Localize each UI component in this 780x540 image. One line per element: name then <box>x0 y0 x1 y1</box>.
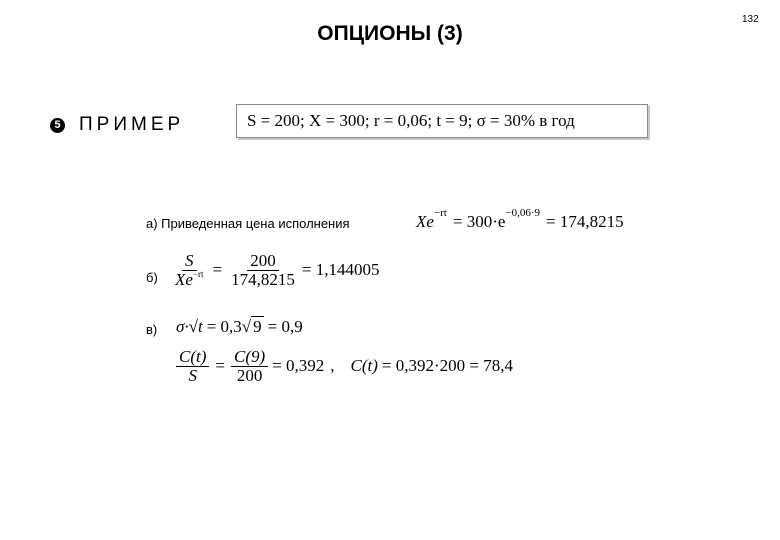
formula-d-lhs2: C(t) <box>350 356 378 376</box>
formula-c-mid: = 0,3 <box>206 316 242 336</box>
formula-d-rhs2: = 0,392·200 = 78,4 <box>381 356 513 376</box>
item-a-label: а) Приведенная цена исполнения <box>146 216 350 231</box>
formula-c-root: 9 <box>253 317 262 336</box>
formula-b <box>172 252 379 289</box>
formula-d-separator: , <box>330 356 335 376</box>
formula-d-fraction-1 <box>176 348 209 385</box>
formula-c-lhs: σ·√t <box>176 316 203 336</box>
example-label: ПРИМЕР <box>79 114 185 135</box>
formula-b-eq1: = <box>212 260 223 280</box>
formula-a-lhs-exp: −rt <box>433 207 447 219</box>
formula-b-fraction-1 <box>172 252 207 289</box>
item-c-label: в) <box>146 322 158 337</box>
formula-d-fraction-2 <box>231 348 268 385</box>
page-number: 132 <box>742 14 759 25</box>
formula-a <box>416 207 624 232</box>
page-title: ОПЦИОНЫ (3) <box>317 22 463 45</box>
example-heading <box>50 114 184 136</box>
formula-d-eq1: = <box>215 356 225 376</box>
formula-a-lhs: Xe <box>416 212 434 231</box>
formula-d-rhs1: = 0,392 <box>272 356 325 376</box>
formula-a-rhs: = 174,8215 <box>546 212 624 231</box>
formula-b-rhs: = 1,144005 <box>301 260 380 280</box>
parameters-text: S = 200; X = 300; r = 0,06; t = 9; σ = 30% в год <box>247 111 575 130</box>
formula-d-f1-den: S <box>188 365 197 385</box>
parameters-box <box>236 104 648 138</box>
formula-b-f2-den: 174,8215 <box>231 269 295 289</box>
formula-b-f1-num: S <box>182 252 197 271</box>
formula-b-f1-den: Xe <box>175 269 193 289</box>
formula-b-f2-num: 200 <box>247 252 279 271</box>
formula-d-f1-num: C(t) <box>176 348 209 367</box>
formula-d-f2-num: C(9) <box>231 348 268 367</box>
number-badge-icon: 5 <box>50 118 65 133</box>
formula-b-f1-den-exp: −rt <box>192 268 204 279</box>
formula-c: σ·√t = 0,3 √ 9 = 0,9 <box>176 316 303 336</box>
formula-a-mid: = 300·e <box>452 212 506 231</box>
formula-d <box>176 348 513 385</box>
item-b-label: б) <box>146 270 158 285</box>
formula-d-f2-den: 200 <box>236 365 263 385</box>
formula-b-fraction-2 <box>228 252 298 289</box>
formula-a-mid-exp: −0,06·9 <box>505 207 541 219</box>
formula-c-rhs: = 0,9 <box>267 316 303 336</box>
